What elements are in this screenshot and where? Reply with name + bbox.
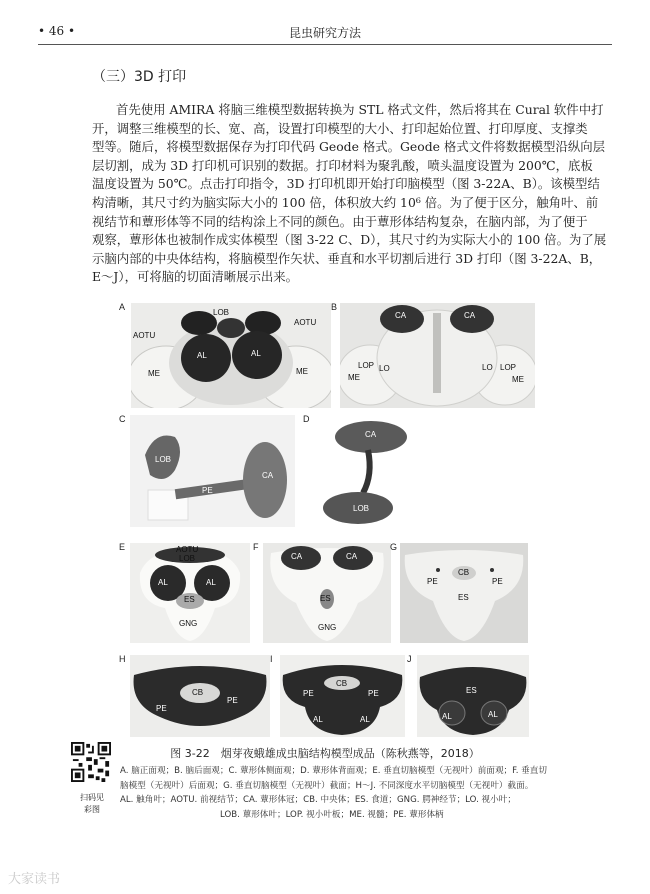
paragraph-line: 温度设置为 50℃。点击打印指令，3D 打印机即开始打印脑模型（图 3-22A、B）。该模型结 — [92, 176, 600, 192]
panel-a-brain-front — [131, 303, 331, 408]
label-me: ME — [296, 367, 308, 376]
figure-caption-body — [120, 764, 612, 822]
label-pe: PE — [227, 696, 238, 705]
panel-b-brain-back — [340, 303, 535, 408]
paragraph-line: 视结节和蕈形体等不同的结构涂上不同的颜色。由于蕈形体结构复杂，在脑内部，为了便于 — [92, 213, 588, 229]
paragraph-line: 首先使用 AMIRA 将脑三维模型数据转换为 STL 格式文件，然后将其在 Cural 软件中打 — [116, 102, 604, 117]
horizontal-cut-3-image — [417, 655, 529, 737]
label-ca: CA — [262, 471, 274, 480]
paragraph-line: 示脑内部的中央体结构，将脑模型作矢状、垂直和水平切割后进行 3D 打印（图 3-22A、B， — [92, 250, 602, 266]
panel-d-mushroom-body-dorsal — [313, 415, 408, 527]
section-heading: （三）3D 打印 — [92, 69, 187, 85]
qr-caption-line: 彩图 — [84, 805, 100, 814]
label-lop: LOP — [500, 363, 517, 372]
label-lop: LOP — [358, 361, 375, 370]
panel-letter-f: F — [253, 542, 259, 552]
figure-caption-title: 图 3-22 烟芽夜蛾雄成虫脑结构模型成品（陈秋燕等，2018） — [170, 747, 480, 760]
body-paragraph — [92, 101, 612, 287]
label-pe: PE — [492, 577, 503, 586]
label-lo: LO — [379, 364, 390, 373]
panel-i-horizontal-cut-2 — [280, 655, 405, 737]
label-pe: PE — [427, 577, 438, 586]
label-cb: CB — [192, 688, 204, 697]
label-lob: LOB — [155, 455, 172, 464]
panel-letter-c: C — [119, 414, 126, 424]
label-me: ME — [512, 375, 524, 384]
panel-h-horizontal-cut-1 — [130, 655, 270, 737]
panel-letter-d: D — [303, 414, 310, 424]
caption-line: A. 脑正面观；B. 脑后面观；C. 蕈形体侧面观；D. 蕈形体背面观；E. 垂直切脑模型（无视叶）前面观；F. 垂直切 — [120, 766, 547, 776]
header-rule — [38, 44, 612, 45]
running-header-title: 昆虫研究方法 — [288, 26, 361, 40]
panel-letter-h: H — [119, 654, 126, 664]
label-ca: CA — [365, 430, 377, 439]
label-pe: PE — [368, 689, 379, 698]
label-ca: CA — [464, 311, 476, 320]
label-es: ES — [458, 593, 469, 602]
brain-back-model-image — [340, 303, 535, 408]
panel-f-vertical-cut-back — [263, 543, 391, 643]
caption-line: AL. 触角叶；AOTU. 前视结节；CA. 蕈形体冠；CB. 中央体；ES. 食道；GNG. 腭神经节；LO. 视小叶； — [120, 795, 516, 806]
label-gng: GNG — [318, 623, 337, 632]
label-es: ES — [184, 595, 195, 604]
label-al: AL — [313, 715, 323, 724]
label-pe: PE — [156, 704, 167, 713]
label-pe: PE — [202, 486, 213, 495]
qr-caption-line: 扫码见 — [80, 793, 104, 802]
caption-line: LOB. 蕈形体叶；LOP. 视小叶板；ME. 视髓；PE. 蕈形体柄 — [220, 809, 444, 820]
panel-e-vertical-cut-front — [130, 543, 250, 643]
paragraph-line: 层切割，成为 3D 打印机可识别的数据。打印材料为聚乳酸，喷头温度设置为 200℃，底板 — [92, 157, 593, 173]
label-ca: CA — [395, 311, 407, 320]
label-lo: LO — [482, 363, 493, 372]
paragraph-line: 构清晰，其尺寸约为脑实际大小的 100 倍，体积放大约 10⁶ 倍。为了便于区分，触角叶、前 — [92, 194, 599, 210]
label-me: ME — [348, 373, 360, 382]
label-al: AL — [251, 349, 261, 358]
label-al: AL — [442, 712, 452, 721]
qr-caption — [72, 792, 112, 816]
label-al: AL — [488, 710, 498, 719]
label-lob: LOB — [179, 554, 196, 563]
panel-letter-i: I — [270, 654, 273, 664]
label-es: ES — [320, 594, 331, 603]
panel-letter-j: J — [407, 654, 412, 664]
label-gng: GNG — [179, 619, 198, 628]
label-lob: LOB — [353, 504, 370, 513]
horizontal-cut-2-image — [280, 655, 405, 737]
label-es: ES — [466, 686, 477, 695]
label-al: AL — [360, 715, 370, 724]
panel-j-horizontal-cut-3 — [417, 655, 529, 737]
label-me: ME — [148, 369, 160, 378]
label-al: AL — [197, 351, 207, 360]
panel-letter-b: B — [331, 302, 338, 312]
paragraph-line: 开，调整三维模型的长、宽、高，设置打印模型的大小、打印起始位置、打印厚度、支撑类 — [92, 120, 588, 136]
label-ca: CA — [291, 552, 303, 561]
label-aotu: AOTU — [176, 545, 199, 554]
panel-letter-e: E — [119, 542, 126, 552]
caption-line: 脑模型（无视叶）后面观；G. 垂直切脑模型（无视叶）截面；H～J. 不同深度水平切脑模型（无视叶）截面。 — [120, 780, 534, 791]
label-al: AL — [158, 578, 168, 587]
label-aotu: AOTU — [133, 331, 156, 340]
panel-c-mushroom-body-side — [130, 415, 295, 527]
label-al: AL — [206, 578, 216, 587]
label-lob: LOB — [213, 308, 230, 317]
panel-g-vertical-cut-section — [400, 543, 528, 643]
label-cb: CB — [458, 568, 470, 577]
paragraph-line: 观察，蕈形体也被制作成实体模型（图 3-22 C、D），其尺寸约为实际大小的 100 倍。为了展 — [92, 232, 607, 248]
label-cb: CB — [336, 679, 348, 688]
label-aotu: AOTU — [294, 318, 317, 327]
label-pe: PE — [303, 689, 314, 698]
panel-letter-g: G — [390, 542, 398, 552]
page-number: • 46 • — [38, 24, 76, 38]
label-ca: CA — [346, 552, 358, 561]
paragraph-line: 型等。随后，将模型数据保存为打印代码 Geode 格式。Geode 格式文件将数据模型沿纵向层 — [92, 139, 606, 155]
watermark: 大家读书 — [8, 872, 61, 887]
paragraph-line: E～J），可将脑的切面清晰展示出来。 — [92, 269, 299, 285]
panel-letter-a: A — [119, 302, 126, 312]
